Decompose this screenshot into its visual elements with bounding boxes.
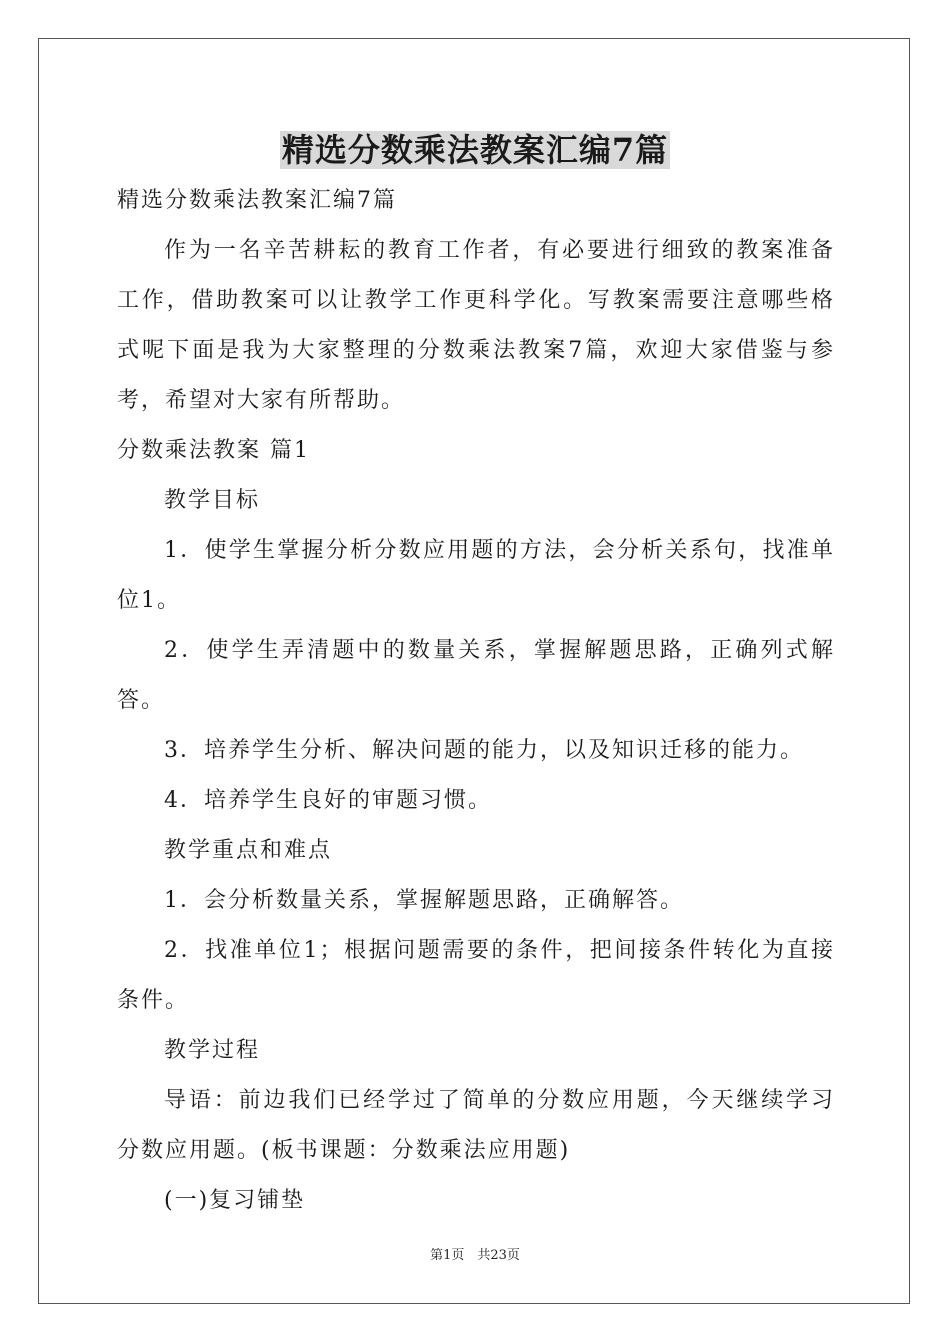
document-title-text: 精选分数乘法教案汇编7篇 (281, 131, 669, 169)
document-body (117, 176, 835, 1226)
section-heading: 分数乘法教案 篇1 (117, 438, 310, 463)
page-number: 第1页 共23页 (430, 1248, 520, 1263)
paragraph: 教学过程 (164, 1038, 261, 1063)
paragraph: 2．使学生弄清题中的数量关系，掌握解题思路，正确列式解答。 (117, 638, 835, 713)
paragraph: 教学目标 (164, 488, 261, 513)
paragraph: 作为一名辛苦耕耘的教育工作者，有必要进行细致的教案准备工作，借助教案可以让教学工作更科学化。写教案需要注意哪些格式呢下面是我为大家整理的分数乘法教案7篇，欢迎大家借鉴与参考，希望对大家有所帮助。 (117, 238, 835, 413)
paragraph: 教学重点和难点 (164, 838, 333, 863)
paragraph: 1．使学生掌握分析分数应用题的方法，会分析关系句，找准单位1。 (117, 538, 835, 613)
paragraph: 3．培养学生分析、解决问题的能力，以及知识迁移的能力。 (164, 738, 804, 763)
document-title (0, 126, 950, 174)
page-footer (0, 1246, 950, 1266)
paragraph: (一)复习铺垫 (164, 1188, 306, 1213)
paragraph: 4．培养学生良好的审题习惯。 (164, 788, 492, 813)
paragraph: 导语：前边我们已经学过了简单的分数应用题，今天继续学习分数应用题。(板书课题：分数乘法应用题) (117, 1088, 835, 1163)
paragraph: 1．会分析数量关系，掌握解题思路，正确解答。 (164, 888, 684, 913)
paragraph: 精选分数乘法教案汇编7篇 (117, 188, 397, 213)
paragraph: 2．找准单位1；根据问题需要的条件，把间接条件转化为直接条件。 (117, 938, 835, 1013)
